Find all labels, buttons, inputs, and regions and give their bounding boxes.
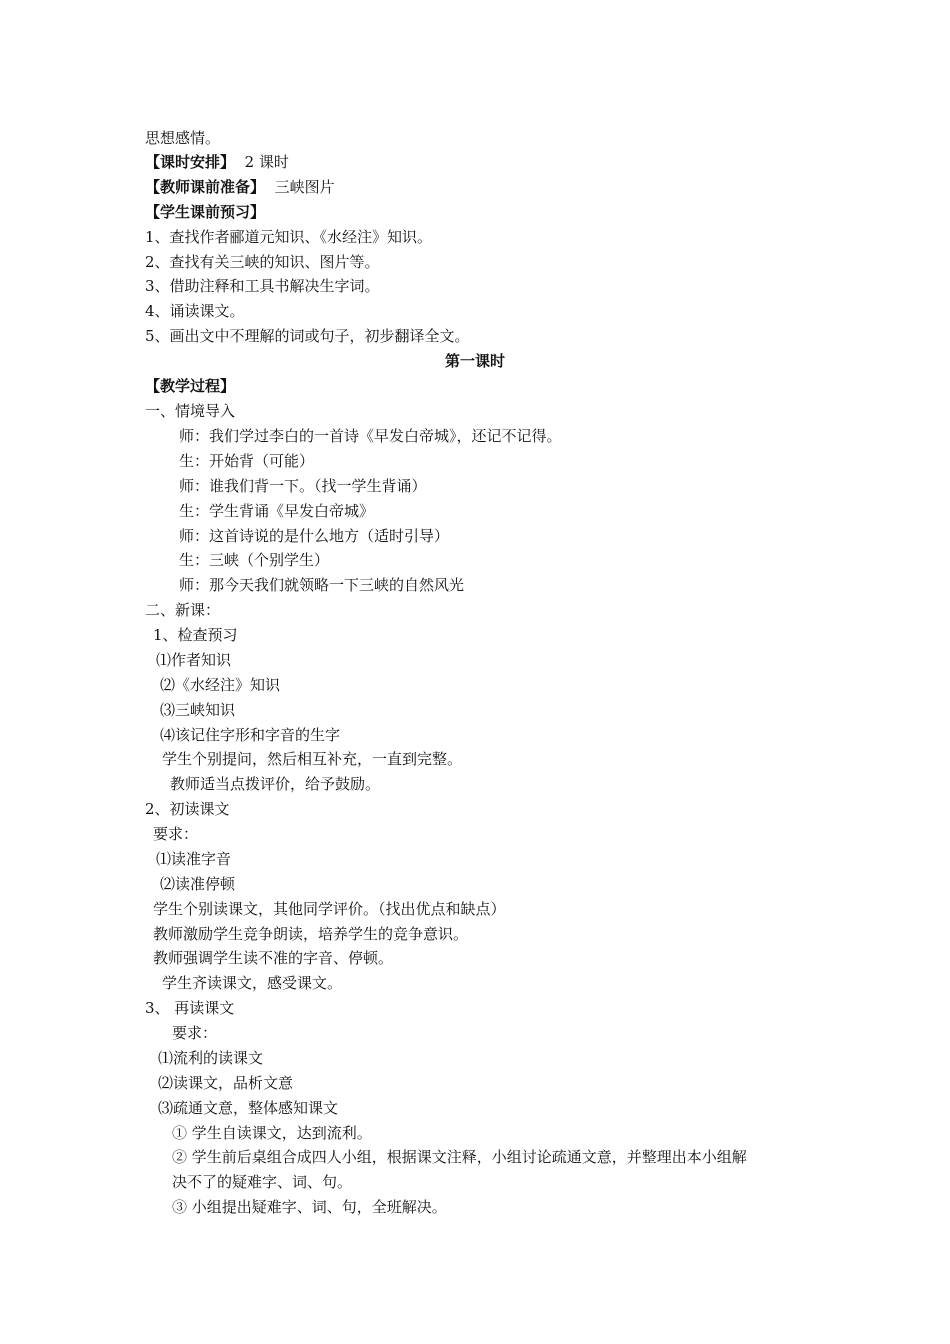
step1-item: ⑷该记住字形和字音的生字 bbox=[160, 726, 341, 744]
teacher-prep-line bbox=[145, 177, 335, 197]
dialogue-line: 生：三峡（个别学生） bbox=[179, 551, 330, 569]
step3-subitem: 决不了的疑难字、词、句。 bbox=[172, 1173, 353, 1191]
intro-tail-text: 思想感情。 bbox=[145, 129, 221, 147]
step2-item: ⑴读准字音 bbox=[156, 850, 232, 868]
schedule-label: 【课时安排】 bbox=[145, 153, 236, 171]
step2-note: 教师激励学生竞争朗读，培养学生的竞争意识。 bbox=[153, 925, 469, 943]
process-label: 【教学过程】 bbox=[145, 377, 236, 395]
student-prep-item: 3、借助注释和工具书解决生字词。 bbox=[145, 277, 380, 295]
step3-req-label: 要求： bbox=[172, 1024, 218, 1042]
step2-note: 教师强调学生读不准的字音、停顿。 bbox=[153, 949, 394, 967]
dialogue-line: 师：我们学过李白的一首诗《早发白帝城》，还记不记得。 bbox=[179, 427, 562, 445]
schedule-line bbox=[145, 152, 289, 172]
teacher-prep-value: 三峡图片 bbox=[274, 178, 335, 196]
dialogue-line: 师：这首诗说的是什么地方（适时引导） bbox=[179, 527, 450, 545]
step1-item: ⑵《水经注》知识 bbox=[160, 676, 281, 694]
step2-title: 2、初读课文 bbox=[145, 800, 230, 818]
lesson-title: 第一课时 bbox=[444, 352, 505, 370]
step1-note: 教师适当点拨评价，给予鼓励。 bbox=[170, 775, 381, 793]
dialogue-line: 生：学生背诵《早发白帝城》 bbox=[179, 502, 375, 520]
step3-subitem: ① 学生自读课文，达到流利。 bbox=[172, 1124, 372, 1142]
dialogue-line: 师：那今天我们就领略一下三峡的自然风光 bbox=[179, 576, 465, 594]
step1-title: 1、检查预习 bbox=[153, 626, 238, 644]
step2-req-label: 要求： bbox=[153, 825, 199, 843]
student-prep-item: 2、查找有关三峡的知识、图片等。 bbox=[145, 253, 380, 271]
dialogue-line: 师：谁我们背一下。（找一学生背诵） bbox=[179, 477, 427, 495]
step3-subitem: ③ 小组提出疑难字、词、句，全班解决。 bbox=[172, 1198, 447, 1216]
teacher-prep-label: 【教师课前准备】 bbox=[145, 178, 266, 196]
step1-item: ⑴作者知识 bbox=[156, 651, 232, 669]
step2-note: 学生个别读课文，其他同学评价。（找出优点和缺点） bbox=[153, 900, 506, 918]
step3-subitem: ② 学生前后桌组合成四人小组，根据课文注释，小组讨论疏通文意，并整理出本小组解 bbox=[172, 1148, 747, 1166]
step3-item: ⑵读课文，品析文意 bbox=[158, 1074, 294, 1092]
section1-title: 一、情境导入 bbox=[145, 402, 236, 420]
step1-item: ⑶三峡知识 bbox=[160, 701, 236, 719]
student-prep-label: 【学生课前预习】 bbox=[145, 203, 266, 221]
step3-title: 3、 再读课文 bbox=[145, 999, 235, 1017]
step3-item: ⑶疏通文意，整体感知课文 bbox=[158, 1099, 339, 1117]
schedule-value: 2 课时 bbox=[244, 153, 289, 171]
section2-title: 二、新课： bbox=[145, 601, 221, 619]
student-prep-item: 4、诵读课文。 bbox=[145, 302, 245, 320]
student-prep-item: 1、查找作者郦道元知识、《水经注》知识。 bbox=[145, 228, 433, 246]
student-prep-item: 5、画出文中不理解的词或句子，初步翻译全文。 bbox=[145, 327, 470, 345]
step2-note: 学生齐读课文，感受课文。 bbox=[162, 974, 343, 992]
dialogue-line: 生：开始背（可能） bbox=[179, 452, 315, 470]
step2-item: ⑵读准停顿 bbox=[160, 875, 236, 893]
step1-note: 学生个别提问，然后相互补充，一直到完整。 bbox=[162, 750, 463, 768]
step3-item: ⑴流利的读课文 bbox=[158, 1049, 264, 1067]
